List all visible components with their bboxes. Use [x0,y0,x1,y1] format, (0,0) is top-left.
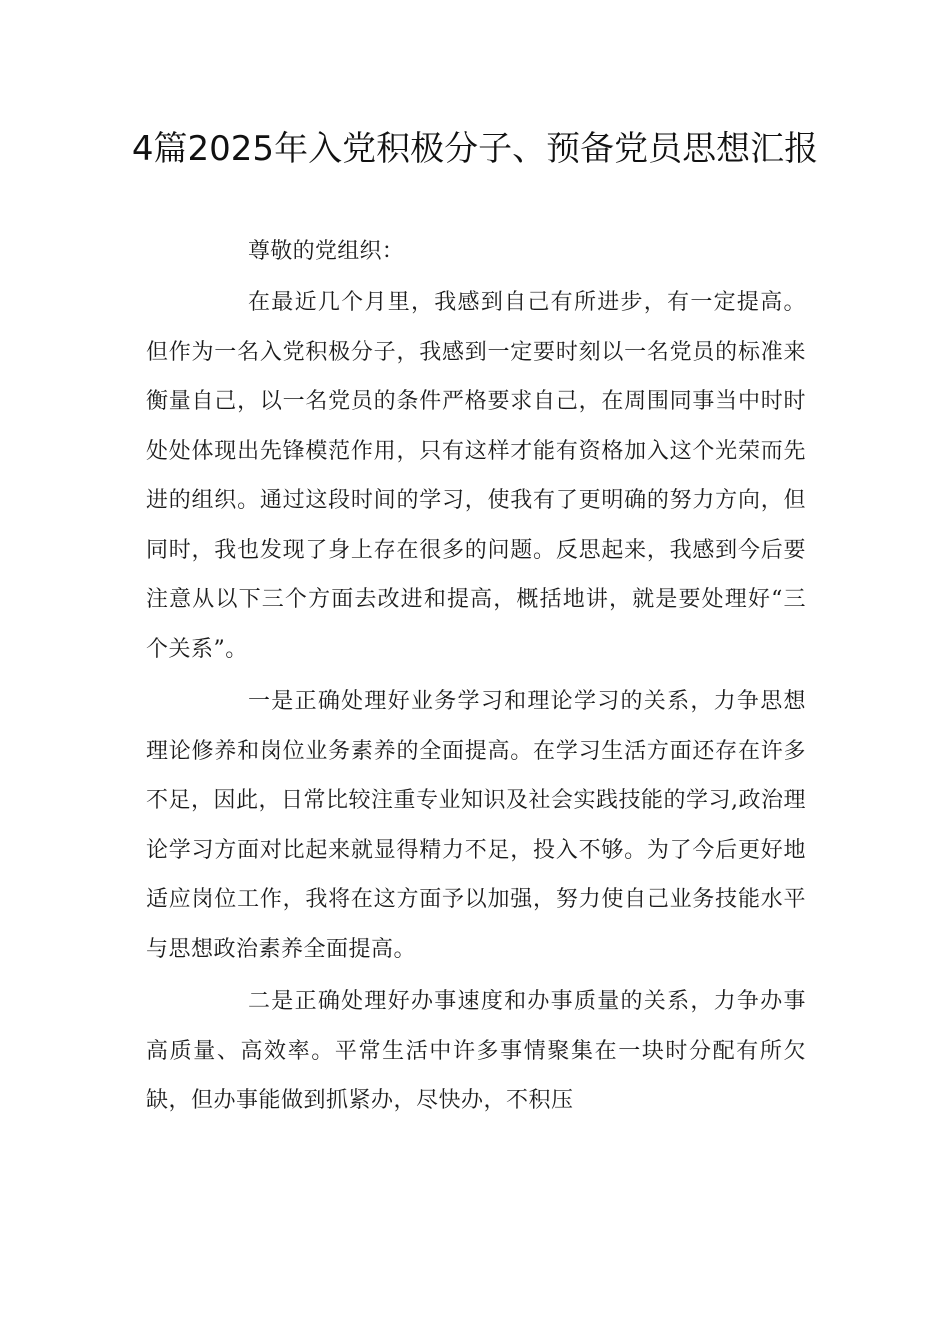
paragraph-first-relation: 一是正确处理好业务学习和理论学习的关系，力争思想理论修养和岗位业务素养的全面提高。在学习生活方面还存在许多不足，因此，日常比较注重专业知识及社会实践技能的学习,政治理论学习方面对比起来就显得精力不足，投入不够。为了今后更好地适应岗位工作，我将在这方面予以加强，努力使自己业务技能水平与思想政治素养全面提高。 [146,689,806,962]
document-body [146,228,806,1126]
salutation: 尊敬的党组织： [248,239,405,264]
paragraph-intro: 在最近几个月里，我感到自己有所进步，有一定提高。但作为一名入党积极分子，我感到一定要时刻以一名党员的标准来衡量自己，以一名党员的条件严格要求自己，在周围同事当中时时处处体现出先锋模范作用，只有这样才能有资格加入这个光荣而先进的组织。通过这段时间的学习，使我有了更明确的努力方向，但同时，我也发现了身上存在很多的问题。反思起来，我感到今后要注意从以下三个方面去改进和提高，概括地讲，就是要处理好“三个关系”。 [146,290,806,662]
document-title: 4篇2025年入党积极分子、预备党员思想汇报 [131,129,819,169]
paragraph-second-relation: 二是正确处理好办事速度和办事质量的关系，力争办事高质量、高效率。平常生活中许多事情聚集在一块时分配有所欠缺，但办事能做到抓紧办，尽快办，不积压 [146,989,806,1113]
